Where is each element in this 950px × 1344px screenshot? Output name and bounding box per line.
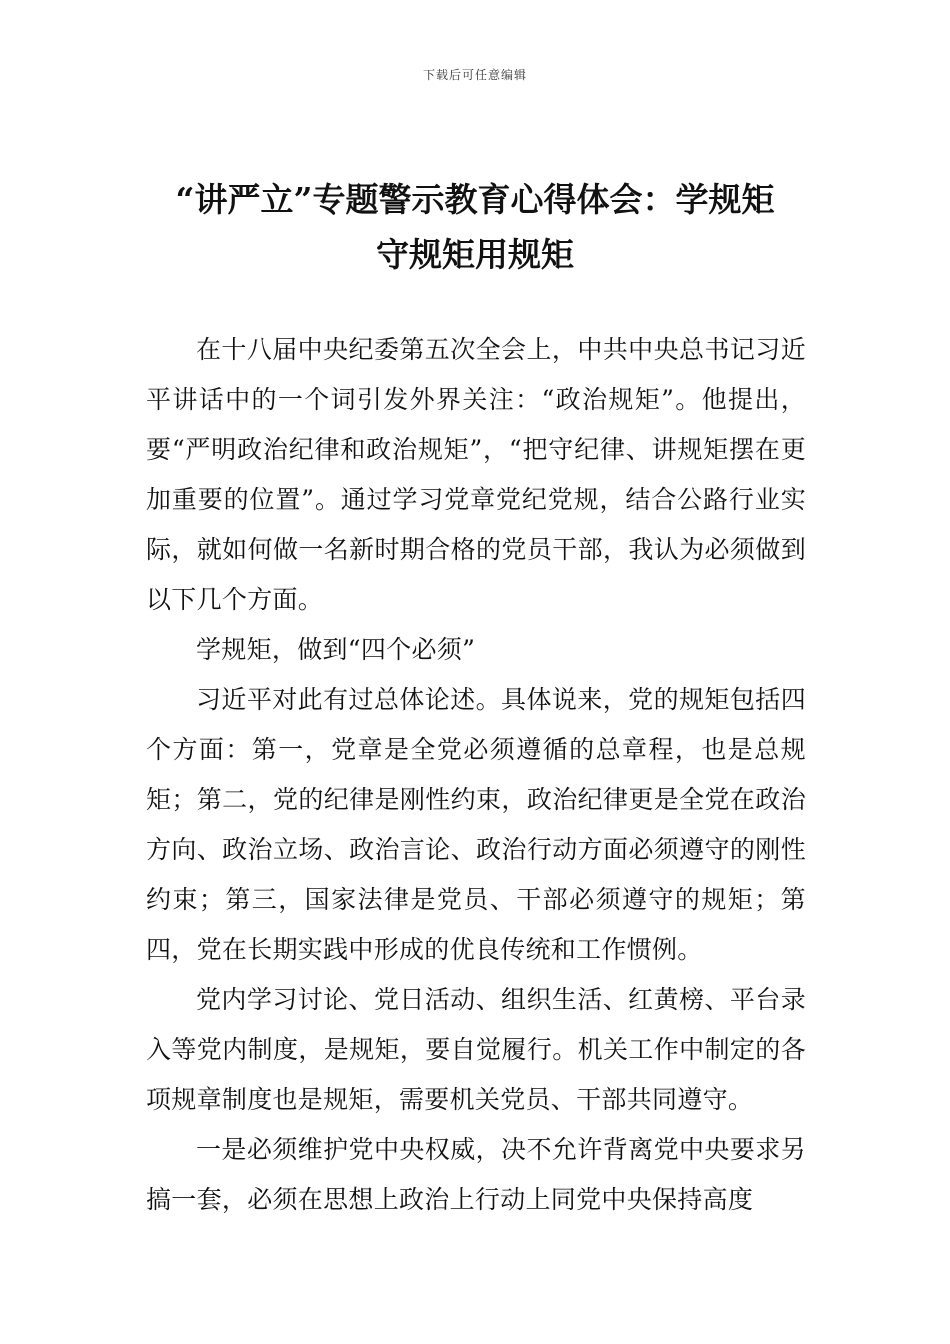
paragraph-party-rules: 党内学习讨论、党日活动、组织生活、红黄榜、平台录入等党内制度，是规矩，要自觉履行。机关工作中制定的各项规章制度也是规矩，需要机关党员、干部共同遵守。: [146, 985, 806, 1114]
section-heading: 学规矩，做到“四个必须”: [196, 635, 476, 664]
paragraph-point-one: 一是必须维护党中央权威，决不允许背离党中央要求另搞一套，必须在思想上政治上行动上同党中央保持高度: [146, 1135, 806, 1214]
paragraph-four-aspects: 习近平对此有过总体论述。具体说来，党的规矩包括四个方面：第一，党章是全党必须遵循的总章程，也是总规矩；第二，党的纪律是刚性约束，政治纪律更是全党在政治方向、政治立场、政治言论、政治行动方面必须遵守的刚性约束；第三，国家法律是党员、干部必须遵守的规矩；第四，党在长期实践中形成的优良传统和工作惯例。: [146, 685, 806, 964]
title-line-1: “讲严立”专题警示教育心得体会：学规矩: [175, 180, 775, 219]
document-title: [140, 172, 810, 282]
title-line-2: 守规矩用规矩: [376, 235, 574, 274]
paragraph-intro: 在十八届中央纪委第五次全会上，中共中央总书记习近平讲话中的一个词引发外界关注：“政治规矩”。他提出，要“严明政治纪律和政治规矩”，“把守纪律、讲规矩摆在更加重要的位置”。通过学习党章党纪党规，结合公路行业实际，就如何做一名新时期合格的党员干部，我认为必须做到以下几个方面。: [146, 335, 806, 614]
document-body: [146, 325, 806, 1225]
header-note: 下载后可任意编辑: [422, 68, 527, 82]
